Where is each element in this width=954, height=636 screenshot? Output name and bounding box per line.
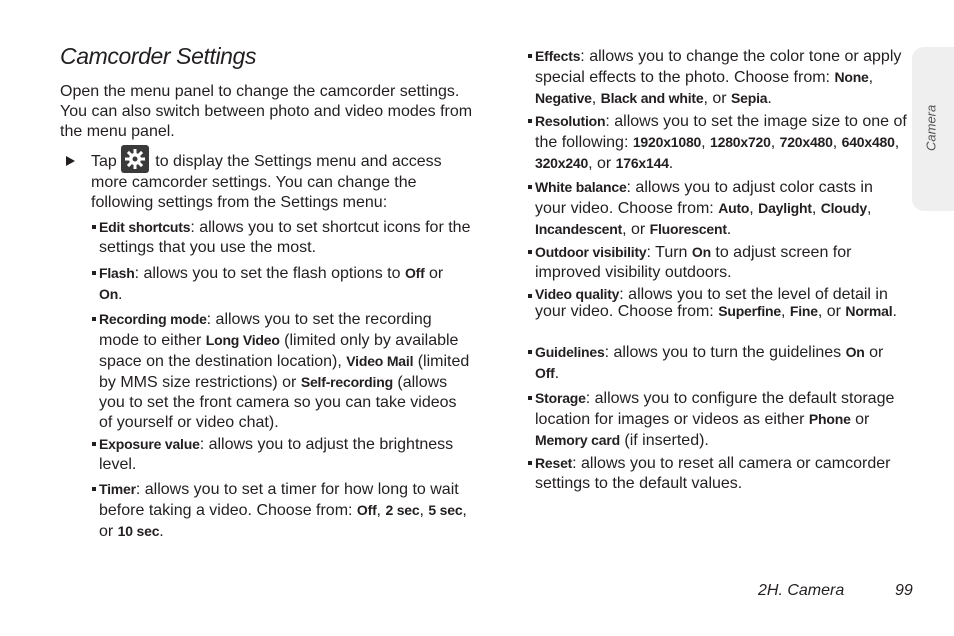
- list-item-storage: Storage: allows you to configure the default storage location for images or videos as either Phone or Memory card (if inserted).: [535, 388, 907, 451]
- intro-paragraph: Open the menu panel to change the camcorder settings. You can also switch between photo and video modes from the menu panel.: [60, 83, 473, 140]
- square-bullet-icon: [92, 317, 96, 321]
- list-item-outdoor-visibility: Outdoor visibility: Turn On to adjust screen for improved visibility outdoors.: [535, 242, 907, 283]
- square-bullet-icon: [92, 271, 96, 275]
- list-item-recording-mode: Recording mode: allows you to set the recording mode to either Long Video (limited only by available space on the destination location), Video Mail (limited by MMS size restrictions) or Self-recording (allows you to set the front camera so you can take videos of yourself or video chat).: [99, 309, 471, 433]
- square-bullet-icon: [528, 350, 532, 354]
- arrow-bullet-icon: [66, 156, 75, 166]
- list-item-white-balance: White balance: allows you to adjust color casts in your video. Choose from: Auto, Daylight, Cloudy, Incandescent, or Fluorescent.: [535, 177, 907, 240]
- square-bullet-icon: [528, 461, 532, 465]
- list-item-guidelines: Guidelines: allows you to turn the guidelines On or Off.: [535, 342, 907, 384]
- square-bullet-icon: [528, 185, 532, 189]
- list-item-exposure-value: Exposure value: allows you to adjust the brightness level.: [99, 434, 471, 475]
- list-item-video-quality: Video quality: allows you to set the level of detail in your video. Choose from: Superfine, Fine, or Normal.: [535, 286, 907, 320]
- page-title: Camcorder Settings: [60, 43, 257, 69]
- list-item-flash: Flash: allows you to set the flash options to Off or On.: [99, 263, 471, 305]
- list-item-edit-shortcuts: Edit shortcuts: allows you to set shortcut icons for the settings that you use the most.: [99, 217, 471, 258]
- list-item-effects: Effects: allows you to change the color tone or apply special effects to the photo. Choose from: None, Negative, Black and white, or Sepia.: [535, 46, 907, 109]
- square-bullet-icon: [92, 487, 96, 491]
- square-bullet-icon: [528, 294, 532, 298]
- tap-text-after: to display the Settings menu and access more camcorder settings. You can change the following settings from the Settings menu:: [91, 153, 442, 211]
- chapter-side-tab-label: Camera: [923, 104, 939, 152]
- square-bullet-icon: [528, 119, 532, 123]
- square-bullet-icon: [92, 225, 96, 229]
- square-bullet-icon: [528, 250, 532, 254]
- square-bullet-icon: [92, 442, 96, 446]
- list-item-resolution: Resolution: allows you to set the image size to one of the following: 1920x1080, 1280x720, 720x480, 640x480, 320x240, or 176x144.: [535, 111, 907, 174]
- list-item-reset: Reset: allows you to reset all camera or camcorder settings to the default values.: [535, 453, 907, 494]
- tap-instruction: [66, 151, 476, 213]
- list-item-timer: Timer: allows you to set a timer for how long to wait before taking a video. Choose from: Off, 2 sec, 5 sec, or 10 sec.: [99, 479, 471, 542]
- footer-page-number: 99: [895, 582, 913, 599]
- footer-section-name: 2H. Camera: [758, 582, 845, 599]
- square-bullet-icon: [528, 54, 532, 58]
- tap-text-before: Tap: [91, 153, 117, 171]
- gear-icon: [121, 145, 149, 173]
- square-bullet-icon: [528, 396, 532, 400]
